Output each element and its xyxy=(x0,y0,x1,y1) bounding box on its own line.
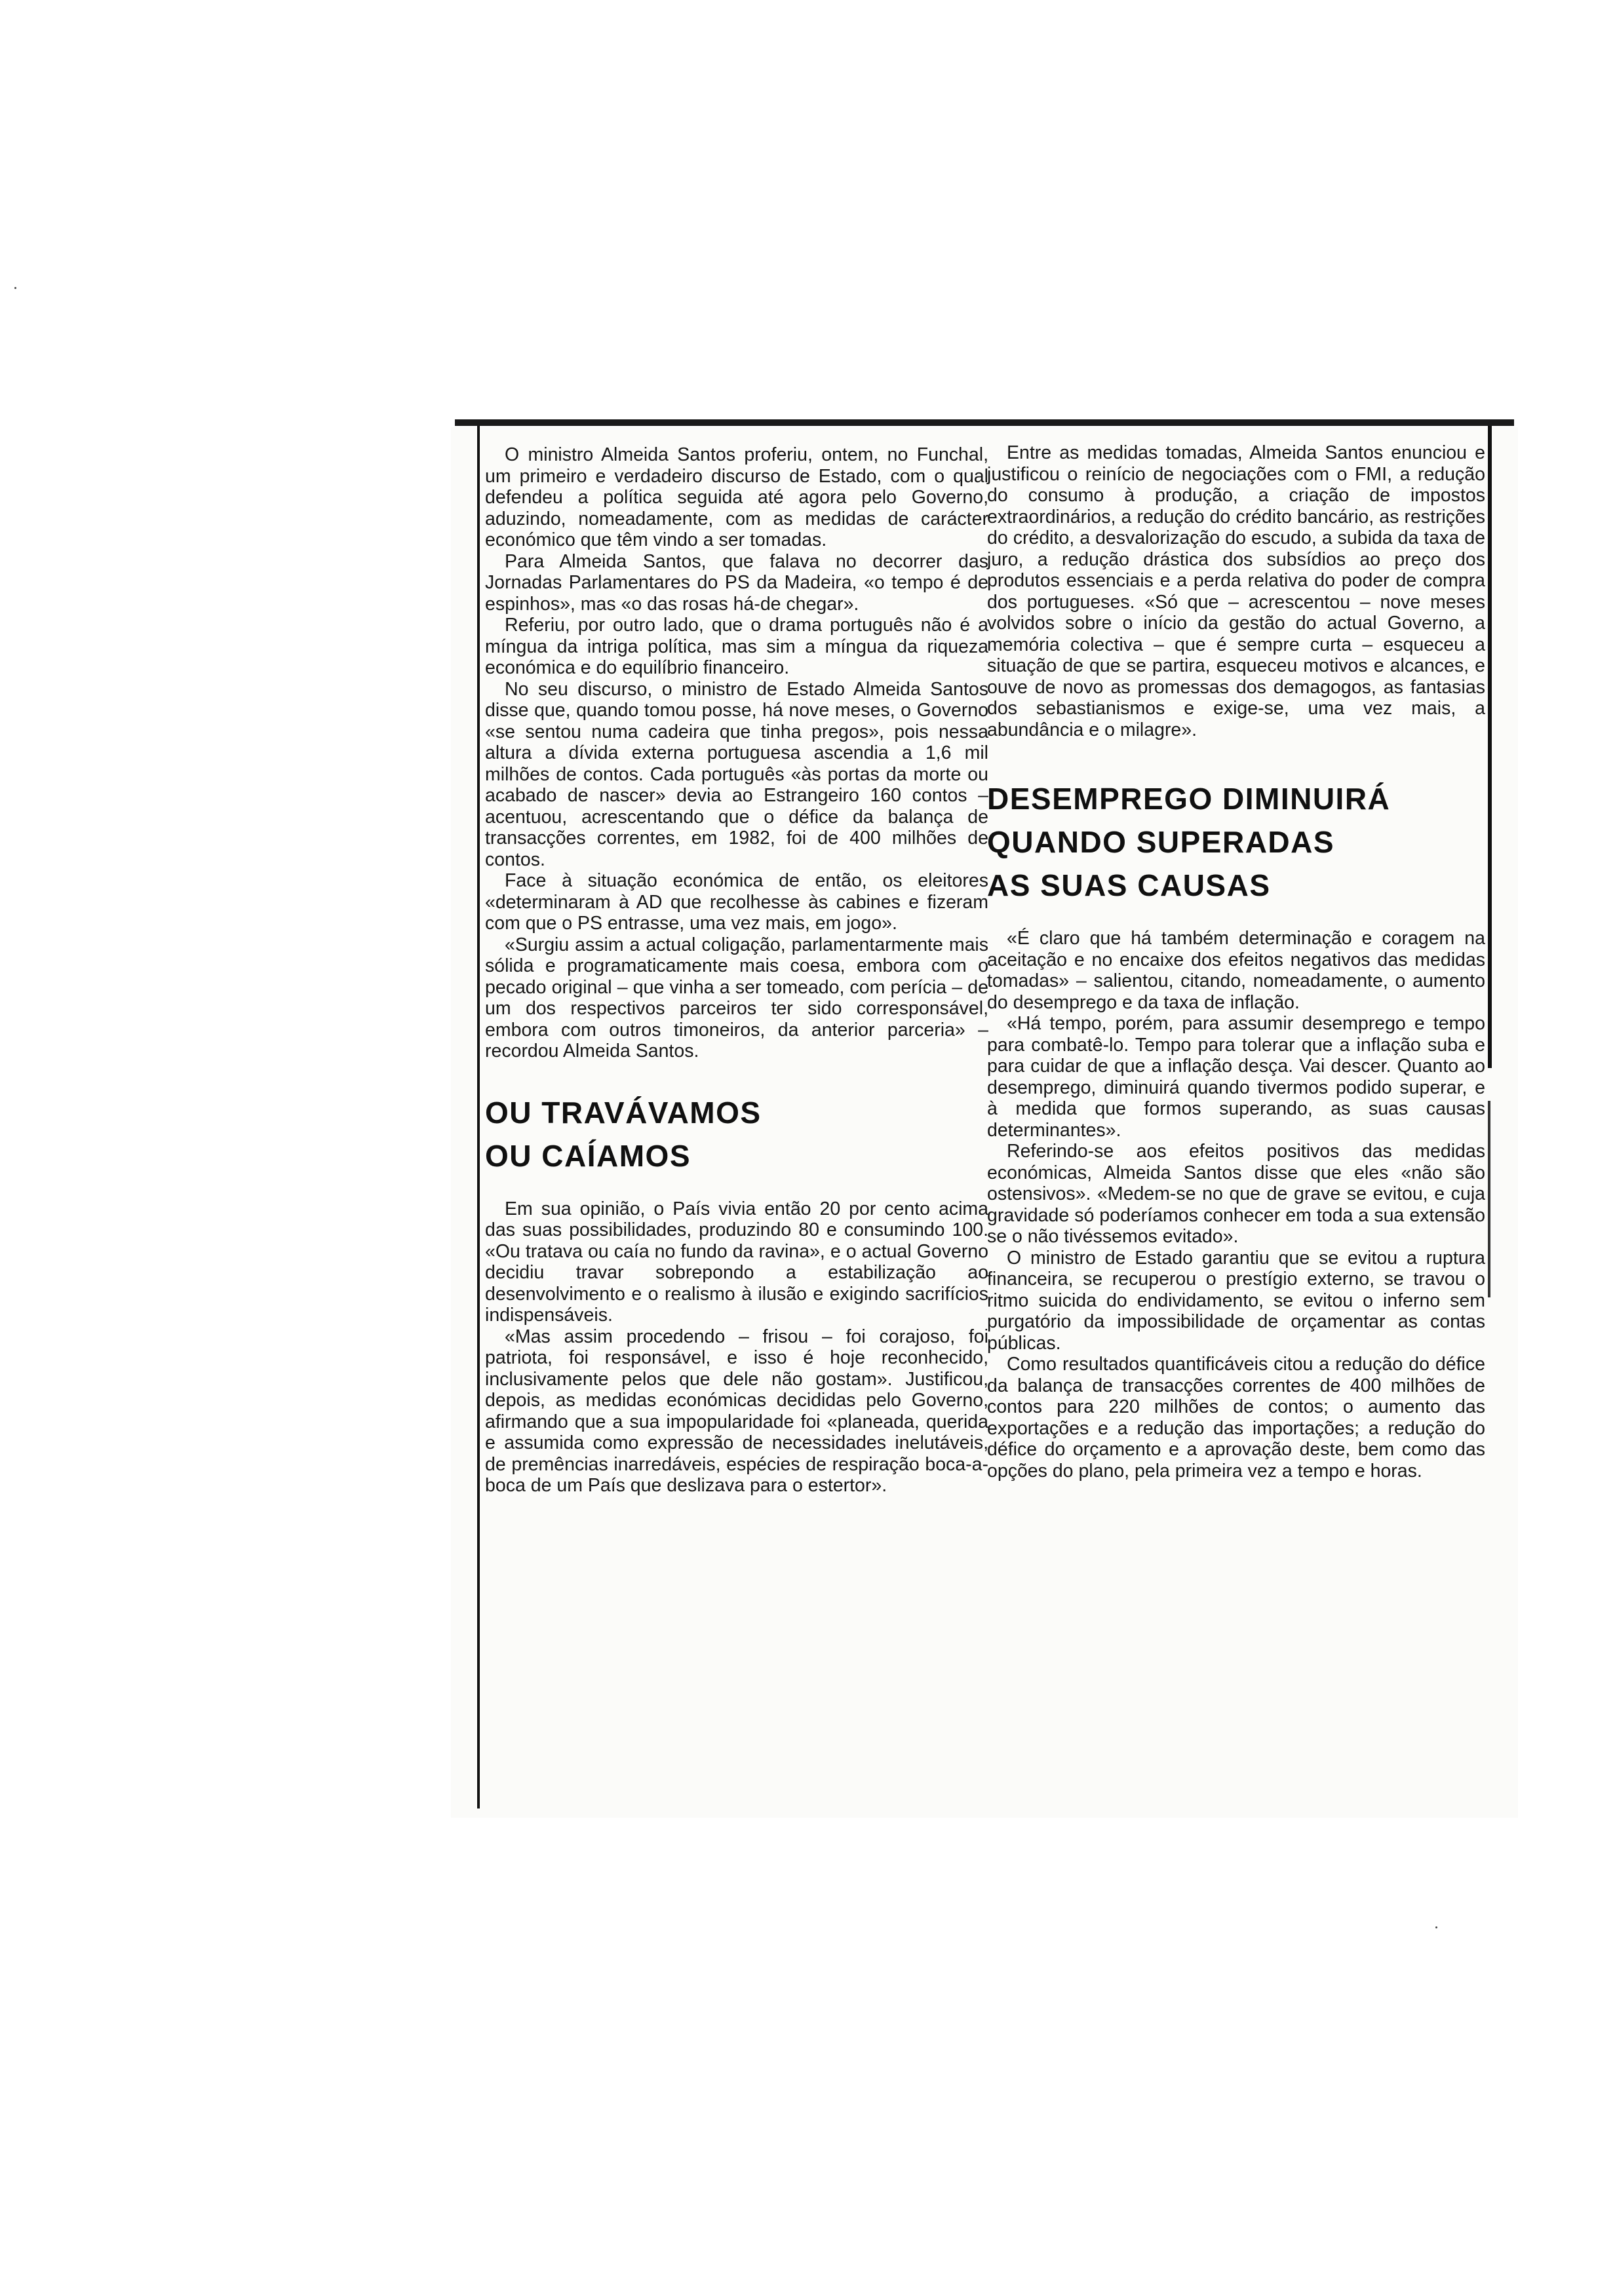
paragraph: Como resultados quantificáveis citou a redução do défice da balança de transacções correntes de 400 milhões de contos para 220 milhões de contos; o aumento das exportações e a redução das importações; a redução do défice do orçamento e a aprovação deste, bem como das opções do plano, pela primeira vez a tempo e horas. xyxy=(987,1354,1485,1482)
right-column xyxy=(987,442,1485,1482)
headline-line: AS SUAS CAUSAS xyxy=(987,868,1271,902)
headline-line: OU TRAVÁVAMOS xyxy=(485,1095,762,1130)
subheadline-left xyxy=(485,1091,988,1177)
paragraph: «Surgiu assim a actual coligação, parlamentarmente mais sólida e programaticamente mais coesa, embora com o pecado original – que vinha a ser tomeado, com perícia – de um dos respectivos parceiros ter sido corresponsável, embora com outros timoneiros, da anterior parceria» – recordou Almeida Santos. xyxy=(485,934,988,1062)
clipping-left-edge xyxy=(477,426,480,1808)
paragraph: Referindo-se aos efeitos positivos das medidas económicas, Almeida Santos disse que eles «não são ostensivos». «Medem-se no que de grave se evitou, e cuja gravidade só poderíamos conhecer em toda a sua extensão se o não tivéssemos evitado». xyxy=(987,1141,1485,1247)
top-border-rule xyxy=(455,419,1514,426)
right-paragraphs-before xyxy=(987,442,1485,740)
paragraph: Referiu, por outro lado, que o drama português não é a míngua da intriga política, mas sim a míngua da riqueza económica e do equilíbrio financeiro. xyxy=(485,615,988,678)
right-paragraphs-after xyxy=(987,928,1485,1482)
clipping-right-edge xyxy=(1488,426,1492,1068)
left-paragraphs-before xyxy=(485,444,988,1062)
headline-line: DESEMPREGO DIMINUIRÁ xyxy=(987,782,1391,816)
headline-line: QUANDO SUPERADAS xyxy=(987,825,1335,859)
paragraph: Entre as medidas tomadas, Almeida Santos enunciou e justificou o reinício de negociações com o FMI, a redução do consumo à produção, a criação de impostos extraordinários, a redução do crédito bancário, as restrições do crédito, a desvalorização do escudo, a subida da taxa de juro, a redução drástica dos subsídios ao preço dos produtos essenciais e a perda relativa do poder de compra dos portugueses. «Só que – acrescentou – nove meses volvidos sobre o início da gestão do actual Governo, a memória colectiva – que é sempre curta – esqueceu a situação de que se partira, esqueceu motivos e alcances, e ouve de novo as promessas dos demagogos, as fantasias dos sebastianismos e exige-se, uma vez mais, a abundância e o milagre». xyxy=(987,442,1485,740)
paragraph: Face à situação económica de então, os eleitores «determinaram à AD que recolhesse às cabines e fizeram com que o PS entrasse, uma vez mais, em jogo». xyxy=(485,870,988,934)
clipping-right-edge-lower xyxy=(1488,1101,1490,1297)
paragraph: Em sua opinião, o País vivia então 20 por cento acima das suas possibilidades, produzindo 80 e consumindo 100. «Ou tratava ou caía no fundo da ravina», e o actual Governo decidiu travar sobrepondo a estabilização ao desenvolvimento e o realismo à ilusão e exigindo sacrifícios indispensáveis. xyxy=(485,1198,988,1326)
scan-speck xyxy=(14,287,16,289)
paragraph: «Há tempo, porém, para assumir desemprego e tempo para combatê-lo. Tempo para tolerar que a inflação suba e para cuidar de que a inflação desça. Vai descer. Quanto ao desemprego, diminuirá quando tivermos podido superar, e à medida que formos superando, as suas causas determinantes». xyxy=(987,1013,1485,1141)
paragraph: «Mas assim procedendo – frisou – foi corajoso, foi patriota, foi responsável, e isso é hoje reconhecido, inclusivamente pelos que dele não gostam». Justificou, depois, as medidas económicas decididas pelo Governo, afirmando que a sua impopularidade foi «planeada, querida e assumida como expressão de necessidades inelutáveis, de premências inarredáveis, espécies de respiração boca-a-boca de um País que deslizava para o estertor». xyxy=(485,1326,988,1496)
scan-speck xyxy=(1435,1926,1437,1928)
left-column xyxy=(485,444,988,1497)
paragraph: No seu discurso, o ministro de Estado Almeida Santos disse que, quando tomou posse, há nove meses, o Governo «se sentou numa cadeira que tinha pregos», pois nessa altura a dívida externa portuguesa ascendia a 1,6 mil milhões de contos. Cada português «às portas da morte ou acabado de nascer» devia ao Estrangeiro 160 contos – acentuou, acrescentando que o défice da balança de transacções correntes, em 1982, foi de 400 milhões de contos. xyxy=(485,678,988,870)
left-paragraphs-after xyxy=(485,1198,988,1497)
paragraph: O ministro de Estado garantiu que se evitou a ruptura financeira, se recuperou o prestígio externo, se travou o ritmo suicida do endividamento, se evitou o inferno sem purgatório da impossibilidade de orçamentar as contas públicas. xyxy=(987,1247,1485,1354)
paragraph: Para Almeida Santos, que falava no decorrer das Jornadas Parlamentares do PS da Madeira, «o tempo é de espinhos», mas «o das rosas há-de chegar». xyxy=(485,550,988,615)
paragraph: «É claro que há também determinação e coragem na aceitação e no encaixe dos efeitos negativos das medidas tomadas» – salientou, citando, nomeadamente, o aumento do desemprego e da taxa de inflação. xyxy=(987,928,1485,1013)
subheadline-right xyxy=(987,777,1485,907)
headline-line: OU CAÍAMOS xyxy=(485,1138,691,1173)
paragraph: O ministro Almeida Santos proferiu, ontem, no Funchal, um primeiro e verdadeiro discurso de Estado, com o qual defendeu a política seguida até agora pelo Governo, aduzindo, nomeadamente, com as medidas de carácter económico que têm vindo a ser tomadas. xyxy=(485,444,988,550)
